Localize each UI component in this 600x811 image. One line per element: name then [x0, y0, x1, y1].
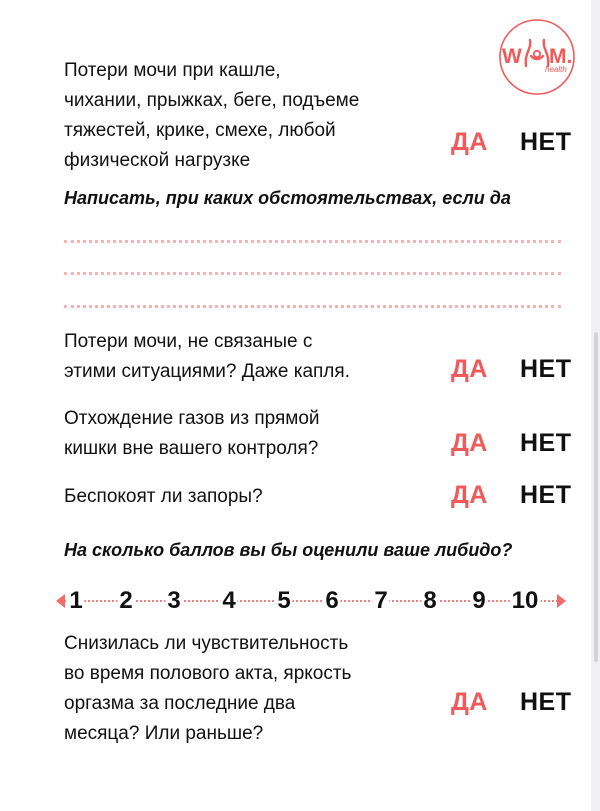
libido-rating-scale: [56, 584, 566, 618]
question-sensitivity: [64, 629, 351, 749]
write-circumstances-prompt: Написать, при каких обстоятельствах, если да: [64, 188, 511, 208]
question-line: во время полового акта, яркость: [64, 663, 352, 684]
question-line: этими ситуациями? Даже капля.: [64, 361, 350, 382]
question-line: Снизилась ли чувствительность: [64, 633, 349, 654]
answer-line-2[interactable]: [64, 272, 561, 275]
answer-no-q5[interactable]: НЕТ: [520, 688, 572, 716]
question-line: оргазма за последние два: [64, 693, 296, 714]
question-line: Потери мочи, не связаные с: [64, 331, 313, 352]
question-constipation: [64, 482, 263, 512]
wom-health-logo: [498, 18, 576, 96]
scrollbar-thumb[interactable]: [594, 332, 598, 662]
answer-line-3[interactable]: [64, 305, 561, 308]
logo-figure-icon: [526, 40, 549, 66]
scale-option-6[interactable]: 6: [325, 587, 339, 614]
scale-option-4[interactable]: 4: [222, 587, 236, 614]
answer-no-q3[interactable]: НЕТ: [520, 429, 572, 457]
logo-subtext: health: [545, 65, 567, 74]
answer-yes-q4[interactable]: ДА: [451, 481, 488, 509]
question-line: кишки вне вашего контроля?: [64, 438, 319, 459]
answer-no-q4[interactable]: НЕТ: [520, 481, 572, 509]
question-line: Отхождение газов из прямой: [64, 408, 320, 429]
scale-option-3[interactable]: 3: [167, 587, 181, 614]
answer-yes-q3[interactable]: ДА: [451, 429, 488, 457]
question-urine-loss-exertion: [64, 56, 359, 176]
question-line: чихании, прыжках, беге, подъеме: [64, 90, 360, 111]
logo-letter-m: M.: [549, 45, 573, 68]
scale-option-9[interactable]: 9: [472, 587, 486, 614]
answer-yes-q1[interactable]: ДА: [451, 128, 488, 156]
logo-letter-w: W: [502, 45, 522, 68]
question-line: Беспокоят ли запоры?: [64, 486, 263, 507]
scale-option-10[interactable]: 10: [511, 587, 539, 614]
scale-arrow-left-icon: [56, 594, 65, 608]
question-line: месяца? Или раньше?: [64, 723, 264, 744]
question-gas-control: [64, 404, 320, 464]
scale-option-8[interactable]: 8: [423, 587, 437, 614]
scale-option-2[interactable]: 2: [119, 587, 133, 614]
question-line: физической нагрузке: [64, 150, 251, 171]
libido-rating-prompt: На сколько баллов вы бы оценили ваше либидо?: [64, 540, 513, 560]
answer-line-1[interactable]: [64, 240, 561, 243]
question-line: тяжестей, крике, смехе, любой: [64, 120, 336, 141]
scale-arrow-right-icon: [557, 594, 566, 608]
scale-option-1[interactable]: 1: [69, 587, 83, 614]
answer-yes-q5[interactable]: ДА: [451, 688, 488, 716]
answer-no-q1[interactable]: НЕТ: [520, 128, 572, 156]
answer-yes-q2[interactable]: ДА: [451, 355, 488, 383]
scale-option-7[interactable]: 7: [374, 587, 388, 614]
question-line: Потери мочи при кашле,: [64, 60, 281, 81]
answer-no-q2[interactable]: НЕТ: [520, 355, 572, 383]
scale-option-5[interactable]: 5: [277, 587, 291, 614]
question-urine-loss-other: [64, 327, 350, 387]
